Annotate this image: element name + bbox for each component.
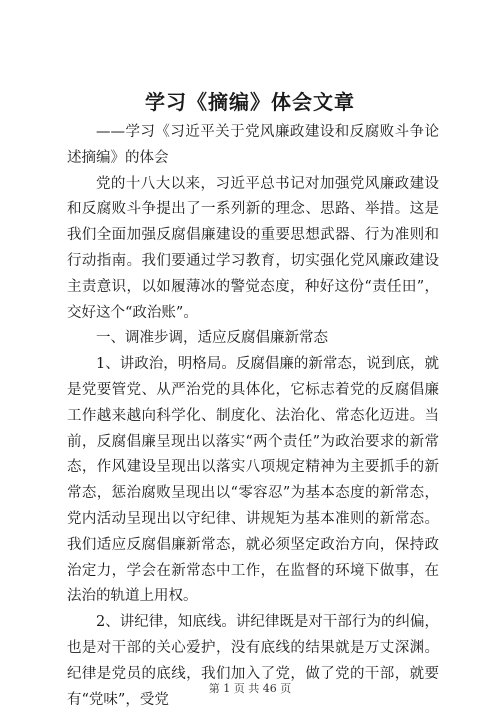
section-heading: 一、调准步调，适应反腐倡廉新常态 <box>96 330 328 347</box>
document-subtitle: ——学习《习近平关于党风廉政建设和反腐败斗争论述摘编》的体会 <box>67 124 439 166</box>
paragraph: 1、讲政治，明格局。反腐倡廉的新常态，说到底，就是党要管党、从严治党的具体化，它标志着党的反腐倡廉工作越来越向科学化、制度化、法治化、常态化迈进。当前，反腐倡廉呈现出以落实“两个责任”为政治要求的新常态，作风建设呈现出以落实八项规定精神为主要抓手的新常态，惩治腐败呈现出以“零容忍”为基本态度的新常态，党内活动呈现出以守纪律、讲规矩为基本准则的新常态。我们适应反腐倡廉新常态，就必须坚定政治方向，保持政治定力，学会在新常态中工作，在监督的环境下做事，在法治的轨道上用权。 <box>67 356 439 605</box>
paragraph: 党的十八大以来，习近平总书记对加强党风廉政建设和反腐败斗争提出了一系列新的理念、思路、举措。这是我们全面加强反腐倡廉建设的重要思想武器、行为准则和行动指南。我们要通过学习教育，切实强化党风廉政建设主责意识，以如履薄冰的警觉态度，种好这份“责任田”，交好这个“政治账”。 <box>67 175 439 321</box>
document-body <box>67 120 439 713</box>
document-title: 学习《摘编》体会文章 <box>145 90 355 114</box>
page-footer: 第 1 页 共 46 页 <box>208 682 292 695</box>
paragraph: 2、讲纪律，知底线。讲纪律既是对干部行为的纠偏，也是对干部的关心爱护，没有底线的结果就是万丈深渊。纪律是党员的底线，我们加入了党，做了党的干部，就要有“党味”，受党 <box>67 614 439 708</box>
